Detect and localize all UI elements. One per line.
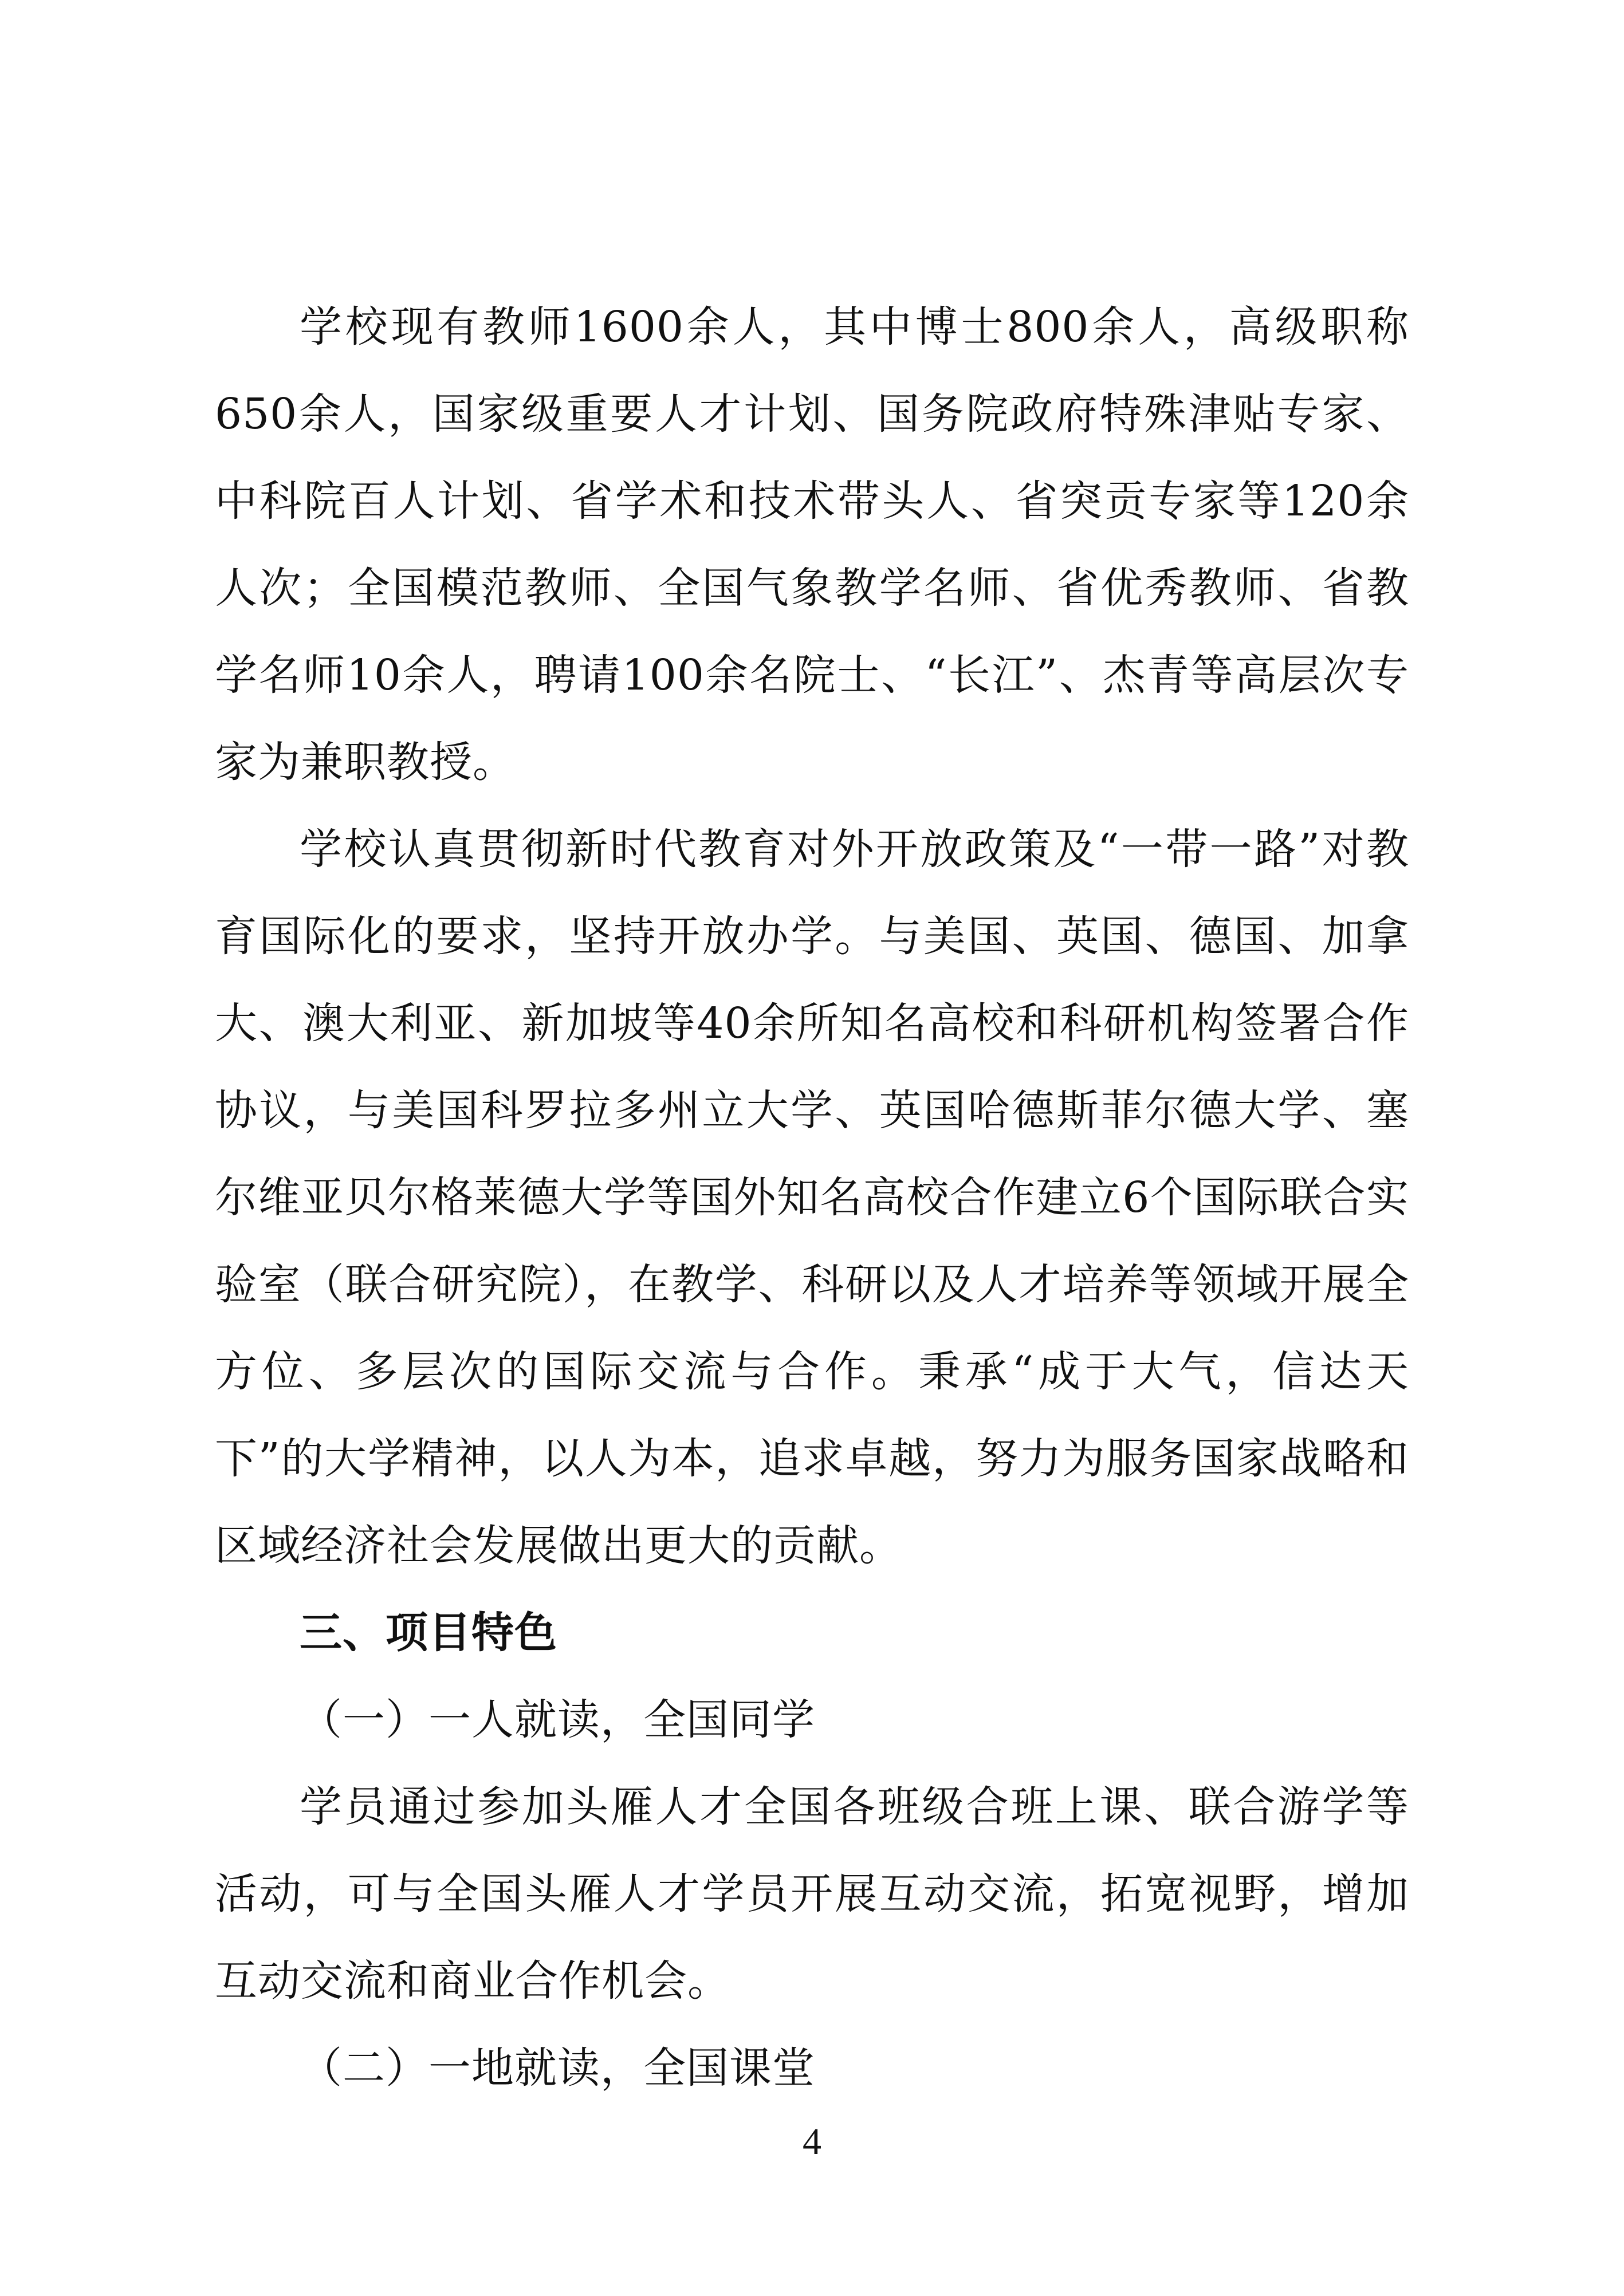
subsection-heading-1: （一）一人就读，全国同学: [300, 1695, 815, 1744]
international-paragraph: 学校认真贯彻新时代教育对外开放政策及“一带一路”对教育国际化的要求，坚持开放办学。与美国、英国、德国、加拿大、澳大利亚、新加坡等40余所知名高校和科研机构签署合作协议，与美国科罗拉多州立大学、英国哈德斯菲尔德大学、塞尔维亚贝尔格莱德大学等国外知名高校合作建立6个国际联合实验室（联合研究院），在教学、科研以及人才培养等领域开展全方位、多层次的国际交流与合作。秉承“成于大气，信达天下”的大学精神，以人为本，追求卓越，努力为服务国家战略和区域经济社会发展做出更大的贡献。: [215, 825, 1409, 1570]
page-number: 4: [803, 2121, 821, 2163]
faculty-paragraph: 学校现有教师1600余人，其中博士800余人，高级职称650余人，国家级重要人才计划、国务院政府特殊津贴专家、中科院百人计划、省学术和技术带头人、省突贡专家等120余人次；全国模范教师、全国气象教学名师、省优秀教师、省教学名师10余人，聘请100余名院士、“长江”、杰青等高层次专家为兼职教授。: [215, 302, 1409, 787]
subsection-paragraph-1: 学员通过参加头雁人才全国各班级合班上课、联合游学等活动，可与全国头雁人才学员开展互动交流，拓宽视野，增加互动交流和商业合作机会。: [215, 1782, 1409, 2006]
subsection-heading-2: （二）一地就读，全国课堂: [300, 2043, 815, 2093]
page-content: [215, 283, 1409, 2112]
section-heading: 三、项目特色: [300, 1608, 557, 1657]
